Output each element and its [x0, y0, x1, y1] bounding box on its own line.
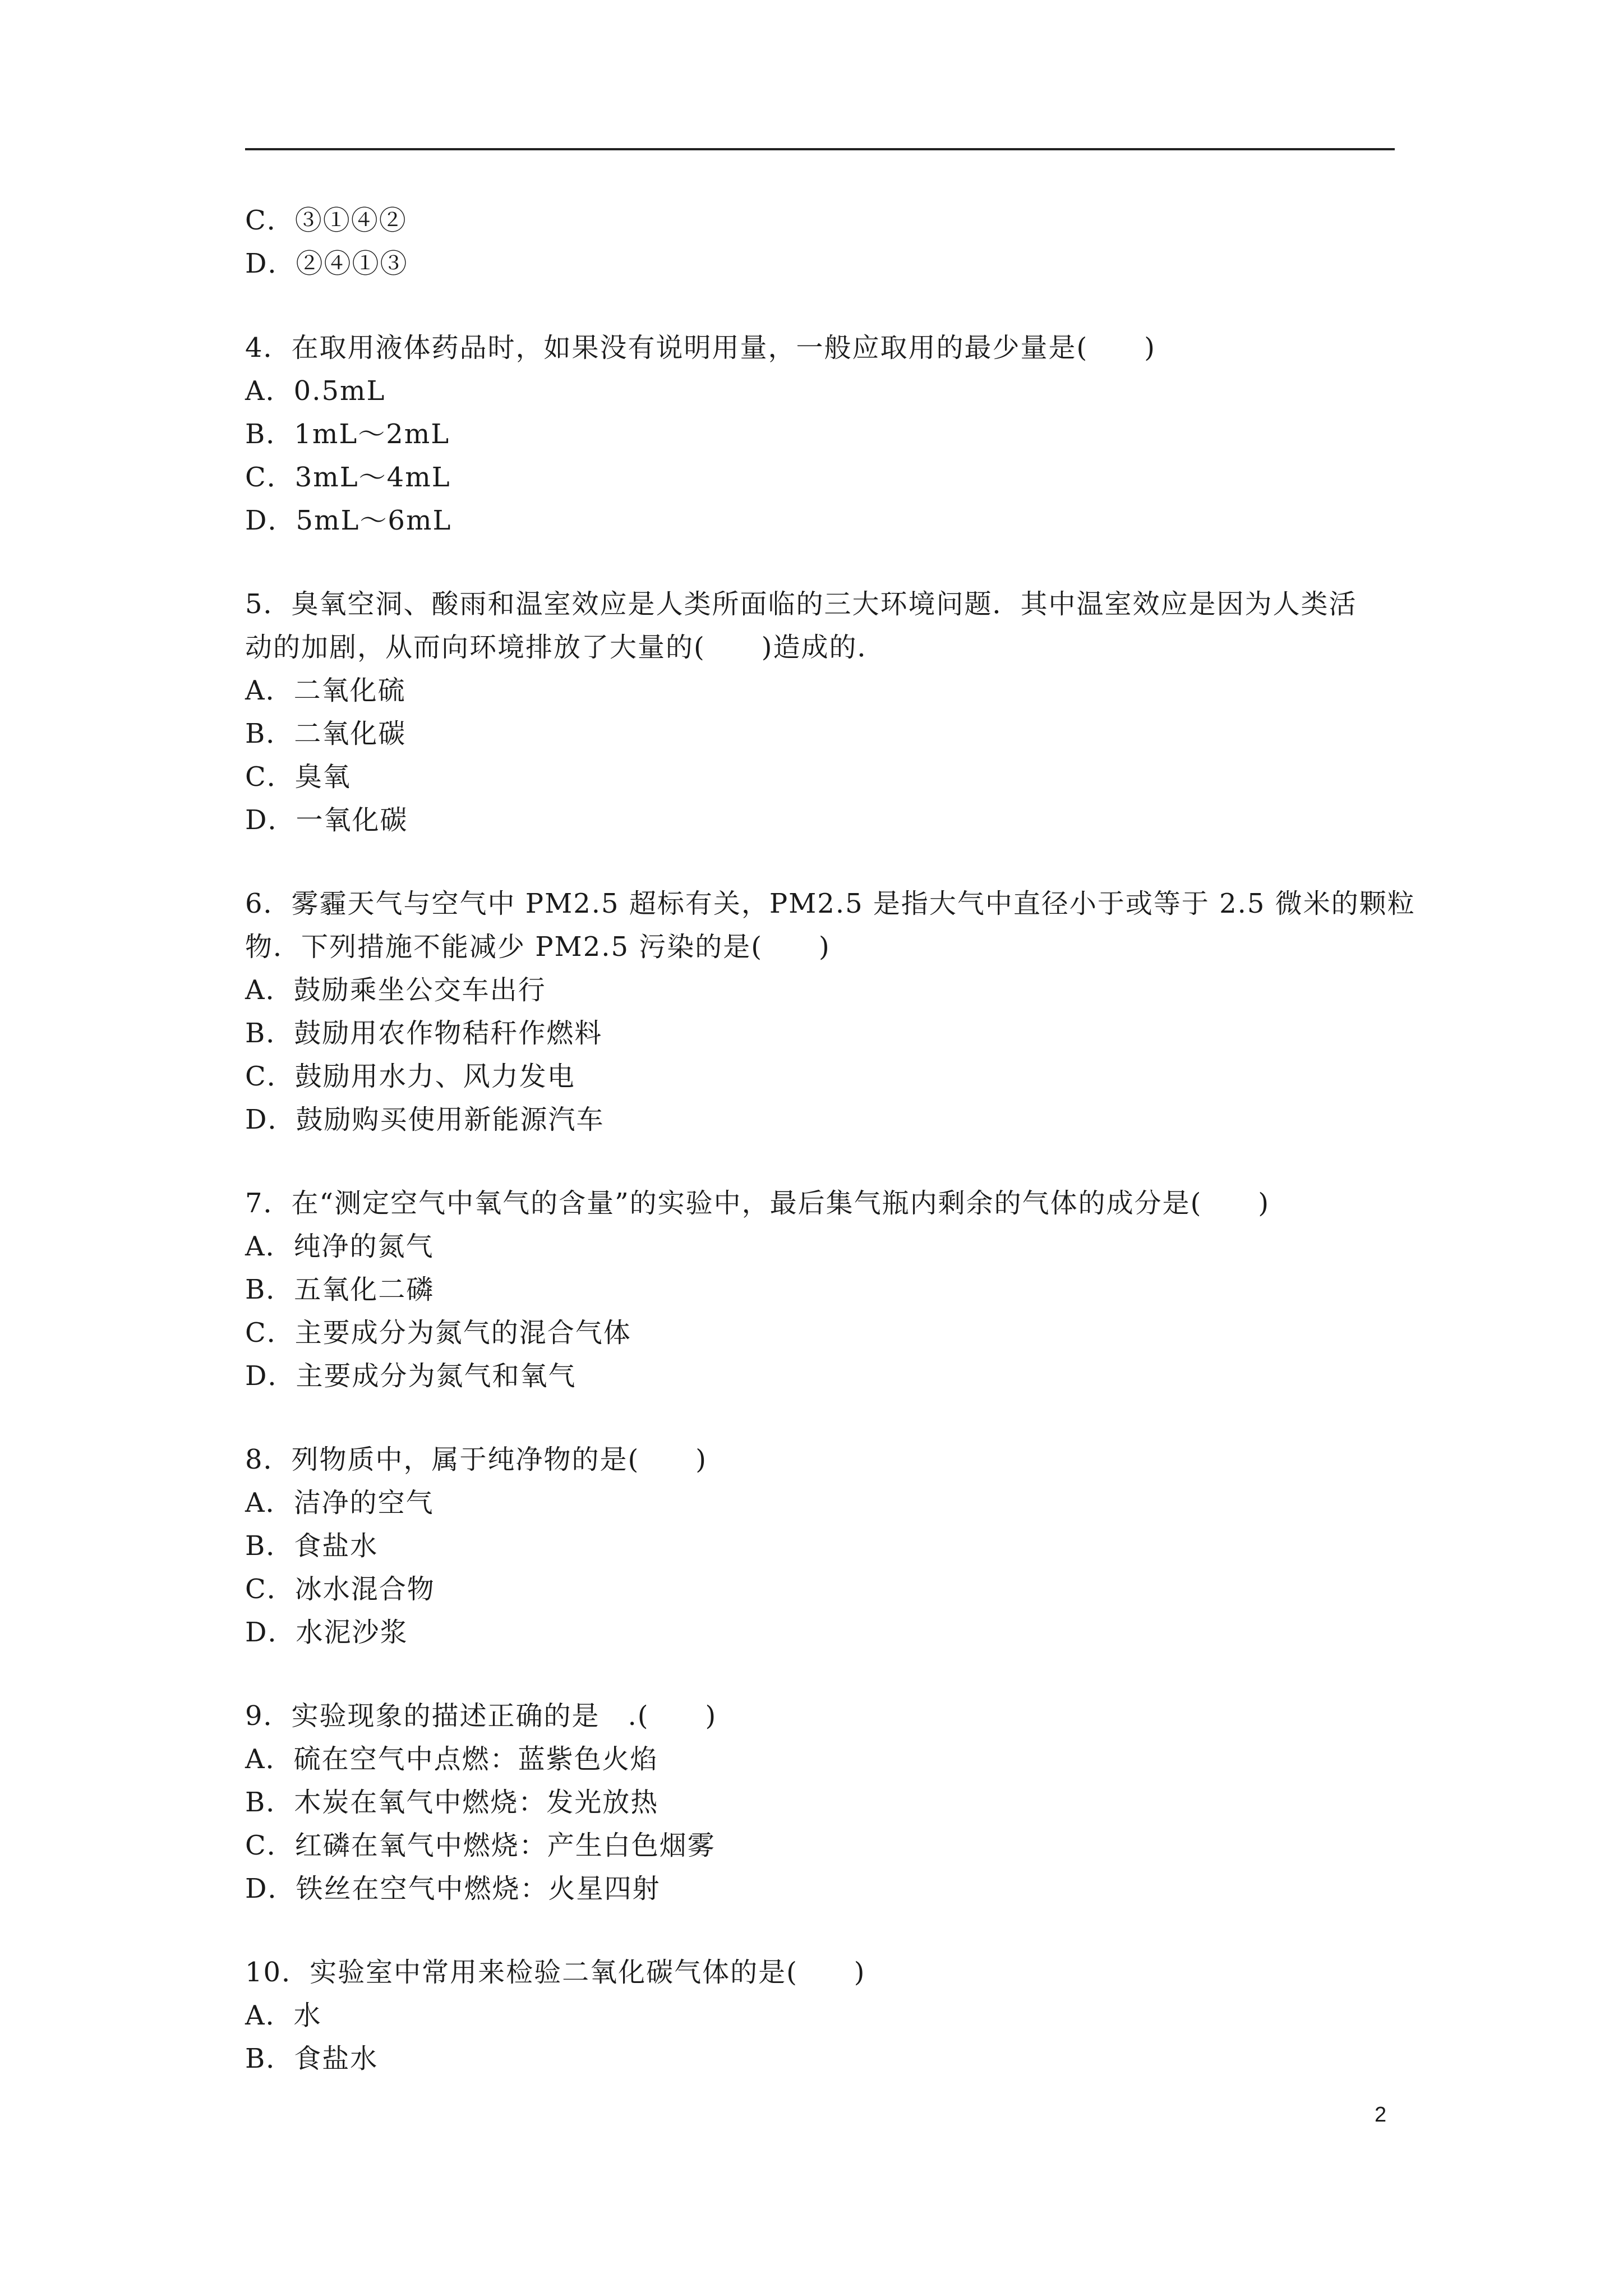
page-number: 2 [1375, 2103, 1387, 2127]
header-rule [245, 148, 1395, 150]
option-line: B．二氧化碳 [245, 718, 407, 749]
option-line: B．食盐水 [245, 2043, 379, 2074]
option-line: B．木炭在氧气中燃烧：发光放热 [245, 1787, 659, 1818]
option-line: A．鼓励乘坐公交车出行 [245, 974, 546, 1006]
question-stem: 动的加剧，从而向环境排放了大量的( )造成的． [245, 632, 886, 663]
option-line: C．冰水混合物 [245, 1573, 435, 1605]
option-line: C．鼓励用水力、风力发电 [245, 1061, 575, 1092]
question-stem: 10．实验室中常用来检验二氧化碳气体的是( ) [245, 1957, 866, 1988]
question-stem: 7．在“测定空气中氧气的含量”的实验中，最后集气瓶内剩余的气体的成分是( ) [245, 1188, 1270, 1219]
option-line: C．3mL～4mL [245, 462, 451, 493]
option-line: C．主要成分为氮气的混合气体 [245, 1317, 631, 1349]
option-line: B．五氧化二磷 [245, 1274, 435, 1305]
question-stem: 物．下列措施不能减少 PM2.5 污染的是( ) [245, 931, 831, 963]
option-line: D．铁丝在空气中燃烧：火星四射 [245, 1873, 661, 1904]
option-line: C．红磷在氧气中燃烧：产生白色烟雾 [245, 1830, 716, 1861]
option-line: D．一氧化碳 [245, 804, 408, 836]
option-line: D．5mL～6mL [245, 505, 452, 536]
option-line: C．臭氧 [245, 761, 351, 793]
question-stem: 9．实验现象的描述正确的是 .( ) [245, 1700, 717, 1732]
option-line: A．水 [245, 2000, 322, 2031]
option-line: A．洁净的空气 [245, 1487, 434, 1519]
question-stem: 4．在取用液体药品时，如果没有说明用量，一般应取用的最少量是( ) [245, 332, 1156, 364]
option-line: D．水泥沙浆 [245, 1617, 408, 1648]
question-stem: 5．臭氧空洞、酸雨和温室效应是人类所面临的三大环境问题．其中温室效应是因为人类活 [245, 588, 1357, 620]
option-line: C．③①④② [245, 205, 407, 236]
question-stem: 8．列物质中，属于纯净物的是( ) [245, 1444, 707, 1475]
option-line: B．鼓励用农作物秸秆作燃料 [245, 1018, 603, 1049]
option-line: A．纯净的氮气 [245, 1231, 434, 1262]
option-line: B．食盐水 [245, 1530, 379, 1562]
option-line: A．二氧化硫 [245, 675, 406, 706]
option-line: B．1mL～2mL [245, 418, 450, 450]
option-line: D．主要成分为氮气和氧气 [245, 1360, 577, 1392]
question-stem: 6．雾霾天气与空气中 PM2.5 超标有关，PM2.5 是指大气中直径小于或等于 2.5 微米的颗粒 [245, 888, 1415, 919]
option-line: D．②④①③ [245, 248, 408, 279]
option-line: A．硫在空气中点燃：蓝紫色火焰 [245, 1743, 658, 1775]
option-line: A．0.5mL [245, 375, 386, 407]
option-line: D．鼓励购买使用新能源汽车 [245, 1104, 605, 1135]
